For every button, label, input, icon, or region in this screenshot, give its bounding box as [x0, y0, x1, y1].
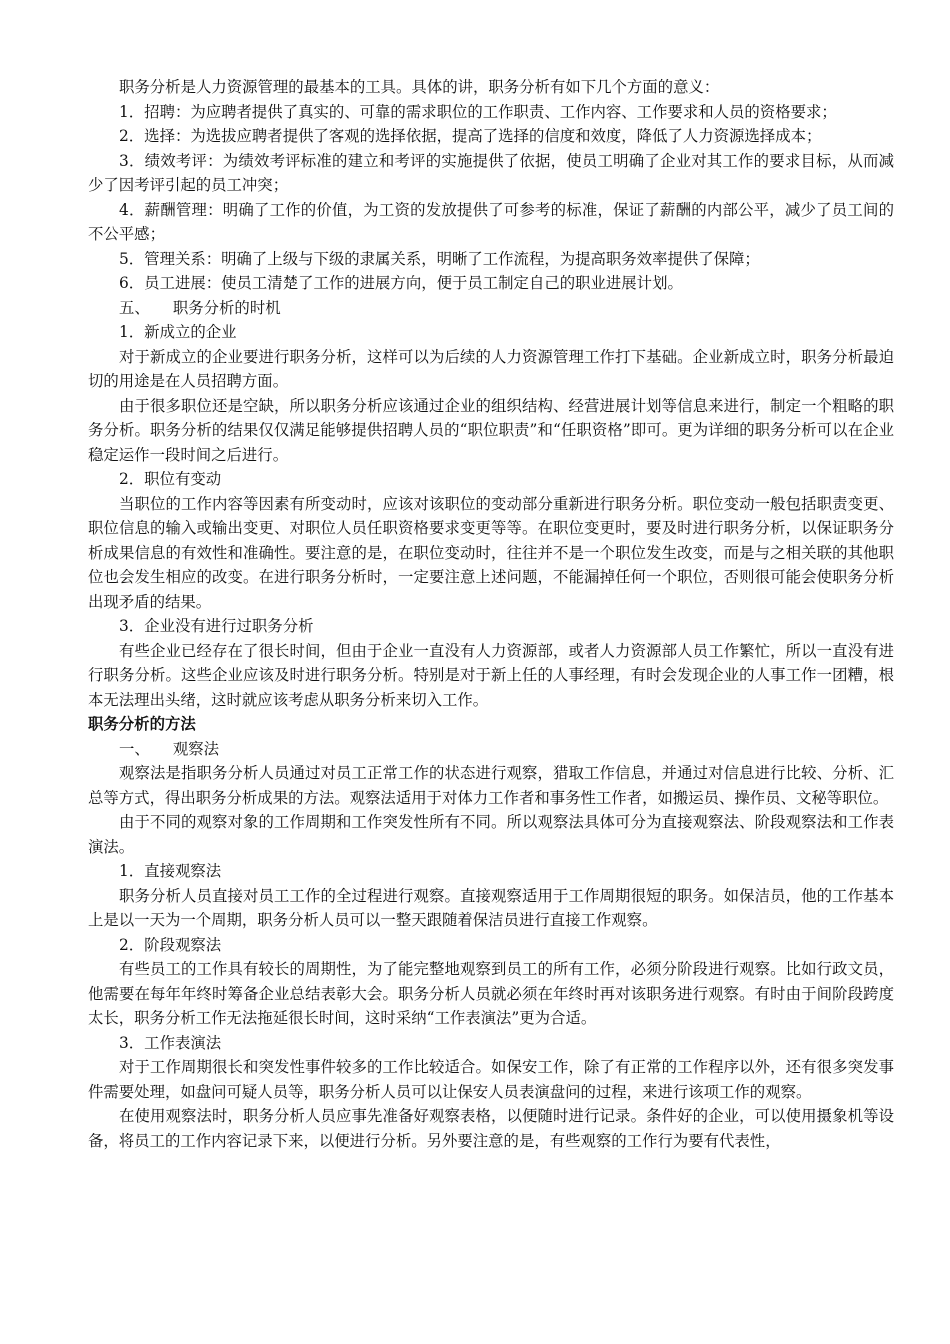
- paragraph: 2．职位有变动: [119, 470, 222, 488]
- paragraph: 1．直接观察法: [119, 862, 222, 880]
- paragraph: 2．选择：为选拔应聘者提供了客观的选择依据，提高了选择的信度和效度，降低了人力资源选择成本；: [119, 127, 822, 145]
- paragraph: 1．招聘：为应聘者提供了真实的、可靠的需求职位的工作职责、工作内容、工作要求和人员的资格要求；: [119, 102, 837, 121]
- paragraph: 3．工作表演法: [119, 1033, 222, 1052]
- paragraph: 1．新成立的企业: [119, 323, 237, 341]
- paragraph: 3．绩效考评：为绩效考评标准的建立和考评的实施提供了依据，使员工明确了企业对其工作的要求目标，从而减少了因考评引起的员工冲突；: [88, 151, 894, 194]
- paragraph: 五、 职务分析的时机: [119, 298, 281, 317]
- paragraph: 6．员工进展：使员工清楚了工作的进展方向，便于员工制定自己的职业进展计划。: [119, 274, 683, 292]
- paragraph: 有些员工的工作具有较长的周期性，为了能完整地观察到员工的所有工作，必须分阶段进行观察。比如行政文员，他需要在每年年终时筹备企业总结表彰大会。职务分析人员就必须在年终时再对该职务进行观察。有时由于间阶段跨度太长，职务分析工作无法拖延很长时间，这时采纳“工作表演法”更为合适。: [88, 960, 894, 1027]
- paragraph: 职务分析人员直接对员工工作的全过程进行观察。直接观察适用于工作周期很短的职务。如保洁员，他的工作基本上是以一天为一个周期，职务分析人员可以一整天跟随着保洁员进行直接工作观察。: [88, 886, 894, 929]
- paragraph: 在使用观察法时，职务分析人员应事先准备好观察表格，以便随时进行记录。条件好的企业，可以使用摄象机等设备，将员工的工作内容记录下来，以便进行分析。另外要注意的是，有些观察的工作行为要有代表性，: [88, 1107, 894, 1150]
- paragraph: 职务分析是人力资源管理的最基本的工具。具体的讲，职务分析有如下几个方面的意义：: [119, 78, 720, 96]
- paragraph: 2．阶段观察法: [119, 935, 222, 954]
- paragraph: 对于新成立的企业要进行职务分析，这样可以为后续的人力资源管理工作打下基础。企业新成立时，职务分析最迫切的用途是在人员招聘方面。: [88, 347, 894, 390]
- paragraph: 对于工作周期很长和突发性事件较多的工作比较适合。如保安工作，除了有正常的工作程序以外，还有很多突发事件需要处理，如盘问可疑人员等，职务分析人员可以让保安人员表演盘问的过程，来进行该项工作的观察。: [88, 1058, 894, 1101]
- paragraph: 当职位的工作内容等因素有所变动时，应该对该职位的变动部分重新进行职务分析。职位变动一般包括职责变更、职位信息的输入或输出变更、对职位人员任职资格要求变更等等。在职位变更时，要及时进行职务分析，以保证职务分析成果信息的有效性和准确性。要注意的是，在职位变动时，往往并不是一个职位发生改变，而是与之相关联的其他职位也会发生相应的改变。在进行职务分析时，一定要注意上述问题，不能漏掉任何一个职位，否则很可能会使职务分析出现矛盾的结果。: [88, 494, 894, 611]
- paragraph: 5．管理关系：明确了上级与下级的隶属关系，明晰了工作流程，为提高职务效率提供了保障；: [119, 249, 760, 268]
- paragraph: 由于很多职位还是空缺，所以职务分析应该通过企业的组织结构、经营进展计划等信息来进行，制定一个粗略的职务分析。职务分析的结果仅仅满足能够提供招聘人员的“职位职责”和“任职资格”即可。更为详细的职务分析可以在企业稳定运作一段时间之后进行。: [88, 396, 894, 464]
- paragraph: 观察法是指职务分析人员通过对员工正常工作的状态进行观察，猎取工作信息，并通过对信息进行比较、分析、汇总等方式，得出职务分析成果的方法。观察法适用于对体力工作者和事务性工作者，如搬运员、操作员、文秘等职位。: [88, 764, 894, 807]
- paragraph: 由于不同的观察对象的工作周期和工作突发性所有不同。所以观察法具体可分为直接观察法、阶段观察法和工作表演法。: [88, 813, 894, 856]
- paragraph: 3．企业没有进行过职务分析: [119, 617, 314, 635]
- document-body: [88, 75, 894, 1153]
- paragraph: 4．薪酬管理：明确了工作的价值，为工资的发放提供了可参考的标准，保证了薪酬的内部公平，减少了员工间的不公平感；: [88, 200, 894, 243]
- section-heading: 职务分析的方法: [88, 715, 196, 733]
- paragraph: 一、 观察法: [119, 739, 220, 758]
- paragraph: 有些企业已经存在了很长时间，但由于企业一直没有人力资源部，或者人力资源部人员工作繁忙，所以一直没有进行职务分析。这些企业应该及时进行职务分析。特别是对于新上任的人事经理，有时会发现企业的人事工作一团糟，根本无法理出头绪，这时就应该考虑从职务分析来切入工作。: [88, 641, 894, 709]
